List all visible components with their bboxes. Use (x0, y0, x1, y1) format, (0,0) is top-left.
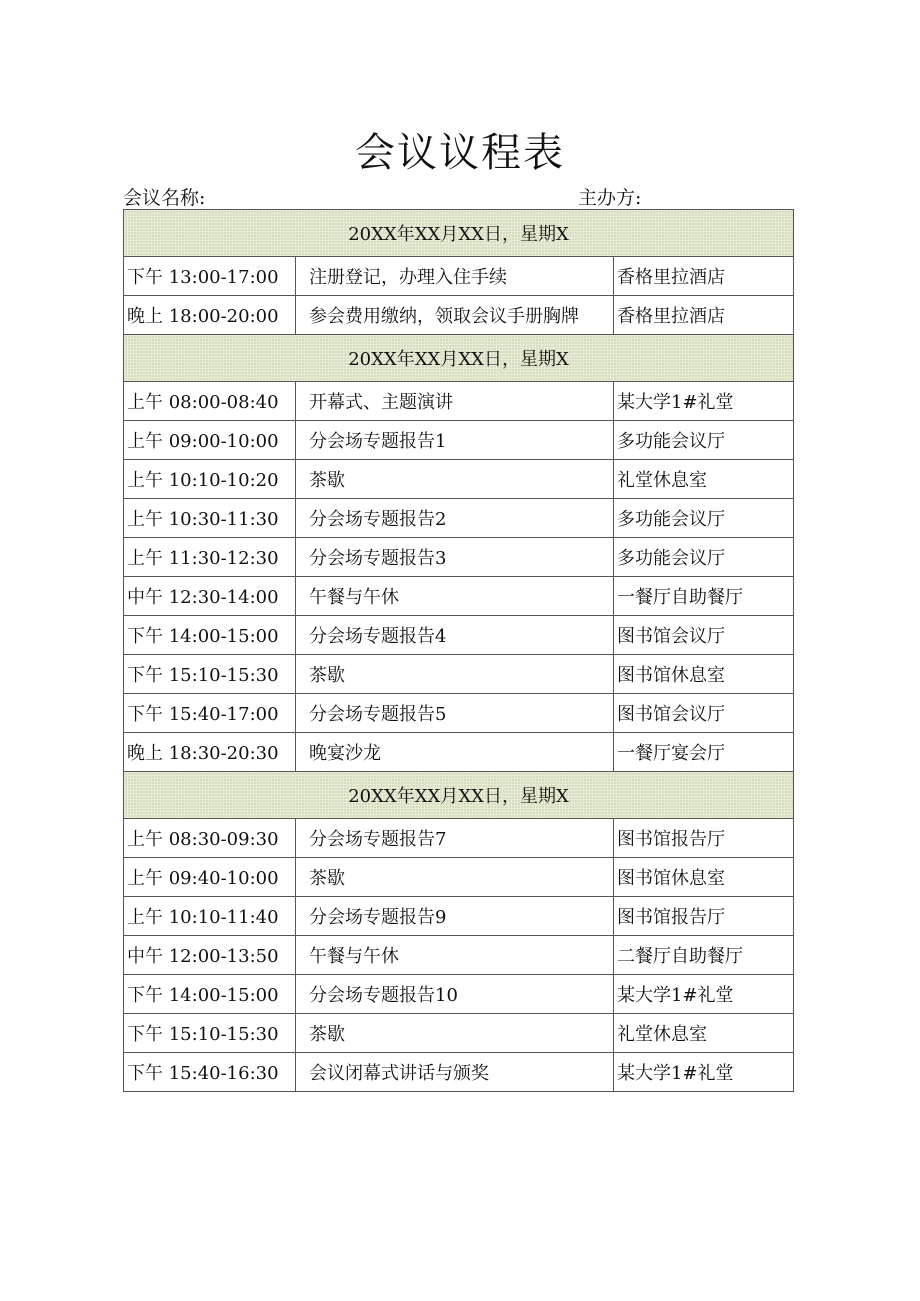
day-header: 20XX年XX月XX日，星期X (124, 210, 794, 257)
agenda-item-cell: 分会场专题报告1 (296, 421, 614, 460)
table-row (124, 655, 794, 694)
time-cell: 上午 09:40-10:00 (124, 858, 296, 897)
agenda-item-cell: 分会场专题报告4 (296, 616, 614, 655)
day-header-row (124, 210, 794, 257)
table-row (124, 897, 794, 936)
time-cell: 上午 10:10-10:20 (124, 460, 296, 499)
day-header-row (124, 772, 794, 819)
day-header-row (124, 335, 794, 382)
meeting-name-label: 会议名称: (123, 187, 206, 209)
agenda-item-cell: 午餐与午休 (296, 577, 614, 616)
time-cell: 下午 15:10-15:30 (124, 655, 296, 694)
table-row (124, 975, 794, 1014)
agenda-item-cell: 茶歇 (296, 655, 614, 694)
table-row (124, 858, 794, 897)
location-cell: 图书馆休息室 (614, 655, 794, 694)
location-cell: 图书馆会议厅 (614, 694, 794, 733)
table-row (124, 616, 794, 655)
table-row (124, 382, 794, 421)
time-cell: 下午 14:00-15:00 (124, 975, 296, 1014)
time-cell: 中午 12:00-13:50 (124, 936, 296, 975)
agenda-item-cell: 午餐与午休 (296, 936, 614, 975)
location-cell: 多功能会议厅 (614, 421, 794, 460)
location-cell: 图书馆休息室 (614, 858, 794, 897)
day-header: 20XX年XX月XX日，星期X (124, 335, 794, 382)
location-cell: 礼堂休息室 (614, 1014, 794, 1053)
agenda-item-cell: 茶歇 (296, 1014, 614, 1053)
table-row (124, 694, 794, 733)
location-cell: 多功能会议厅 (614, 499, 794, 538)
location-cell: 香格里拉酒店 (614, 296, 794, 335)
organizer-label: 主办方: (578, 187, 642, 209)
table-row (124, 460, 794, 499)
agenda-item-cell: 晚宴沙龙 (296, 733, 614, 772)
agenda-item-cell: 茶歇 (296, 460, 614, 499)
table-row (124, 296, 794, 335)
time-cell: 下午 15:10-15:30 (124, 1014, 296, 1053)
agenda-item-cell: 分会场专题报告2 (296, 499, 614, 538)
page-title: 会议议程表 (355, 130, 565, 176)
location-cell: 某大学1#礼堂 (614, 382, 794, 421)
table-row (124, 538, 794, 577)
location-cell: 图书馆报告厅 (614, 897, 794, 936)
agenda-item-cell: 会议闭幕式讲话与颁奖 (296, 1053, 614, 1092)
time-cell: 下午 15:40-16:30 (124, 1053, 296, 1092)
table-row (124, 499, 794, 538)
agenda-item-cell: 分会场专题报告7 (296, 819, 614, 858)
time-cell: 上午 10:10-11:40 (124, 897, 296, 936)
location-cell: 二餐厅自助餐厅 (614, 936, 794, 975)
location-cell: 一餐厅宴会厅 (614, 733, 794, 772)
agenda-item-cell: 分会场专题报告3 (296, 538, 614, 577)
time-cell: 下午 14:00-15:00 (124, 616, 296, 655)
table-row (124, 577, 794, 616)
time-cell: 晚上 18:00-20:00 (124, 296, 296, 335)
agenda-item-cell: 注册登记，办理入住手续 (296, 257, 614, 296)
table-row (124, 733, 794, 772)
time-cell: 上午 11:30-12:30 (124, 538, 296, 577)
location-cell: 图书馆报告厅 (614, 819, 794, 858)
table-row (124, 257, 794, 296)
time-cell: 下午 13:00-17:00 (124, 257, 296, 296)
time-cell: 上午 08:00-08:40 (124, 382, 296, 421)
location-cell: 多功能会议厅 (614, 538, 794, 577)
location-cell: 一餐厅自助餐厅 (614, 577, 794, 616)
table-row (124, 1014, 794, 1053)
location-cell: 某大学1#礼堂 (614, 1053, 794, 1092)
table-row (124, 819, 794, 858)
table-row (124, 421, 794, 460)
time-cell: 中午 12:30-14:00 (124, 577, 296, 616)
location-cell: 某大学1#礼堂 (614, 975, 794, 1014)
agenda-table (123, 209, 794, 1092)
agenda-item-cell: 茶歇 (296, 858, 614, 897)
location-cell: 图书馆会议厅 (614, 616, 794, 655)
agenda-item-cell: 分会场专题报告5 (296, 694, 614, 733)
location-cell: 香格里拉酒店 (614, 257, 794, 296)
time-cell: 上午 08:30-09:30 (124, 819, 296, 858)
day-header: 20XX年XX月XX日，星期X (124, 772, 794, 819)
agenda-item-cell: 开幕式、主题演讲 (296, 382, 614, 421)
time-cell: 下午 15:40-17:00 (124, 694, 296, 733)
agenda-item-cell: 分会场专题报告10 (296, 975, 614, 1014)
table-row (124, 1053, 794, 1092)
time-cell: 上午 10:30-11:30 (124, 499, 296, 538)
table-row (124, 936, 794, 975)
agenda-item-cell: 参会费用缴纳，领取会议手册胸牌 (296, 296, 614, 335)
agenda-item-cell: 分会场专题报告9 (296, 897, 614, 936)
time-cell: 上午 09:00-10:00 (124, 421, 296, 460)
location-cell: 礼堂休息室 (614, 460, 794, 499)
time-cell: 晚上 18:30-20:30 (124, 733, 296, 772)
